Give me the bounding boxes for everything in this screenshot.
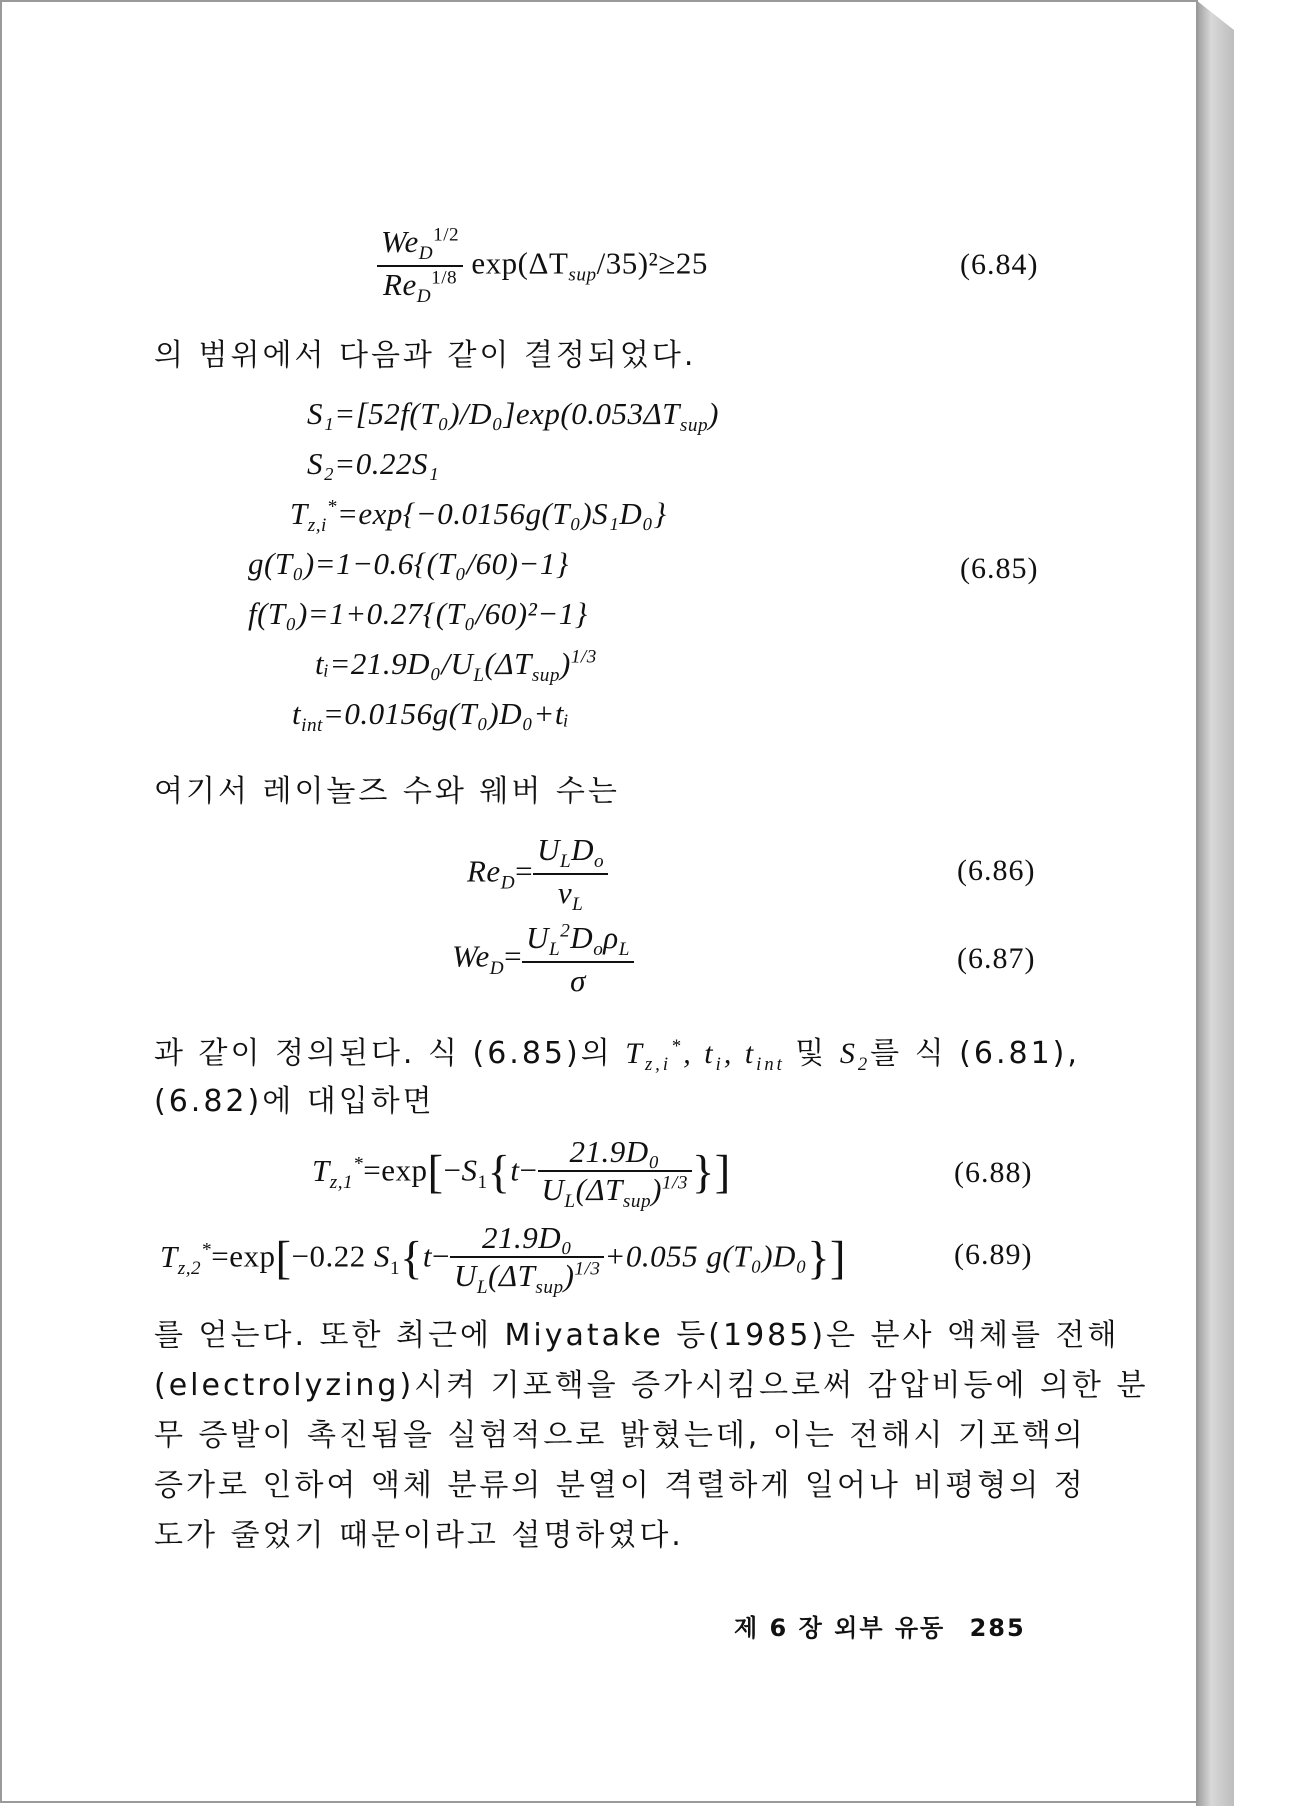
equation-6-86: $Re_D=$ $\frac{U_LD_o}{\nu_L}$ [467, 832, 608, 916]
equation-f: f(T₀)=1+0.27{(T₀/60)²−1} [248, 596, 588, 631]
chapter-title: 제 6 장 외부 유동 [734, 1614, 946, 1642]
equation-tint: $t_{int}=0.0156g(T_0)D_0+tᵢ$ [292, 696, 570, 737]
paragraph-2: 여기서 레이놀즈 수와 웨버 수는 [154, 774, 620, 809]
paragraph-1: 의 범위에서 다음과 같이 결정되었다. [154, 338, 697, 373]
equation-ti: $tᵢ=21.9D_0/U_L(\Delta T_{sup})^{1/3}$ [315, 646, 597, 687]
paragraph-4-line-1: 를 얻는다. 또한 최근에 Miyatake 등(1985)은 분사 액체를 전해 [154, 1318, 1120, 1353]
paragraph-3-line-2: (6.82)에 대입하면 [154, 1084, 435, 1119]
equation-g: g(T₀)=1−0.6{(T₀/60)−1} [248, 546, 569, 581]
paragraph-4-line-5: 도가 줄었기 때문이라고 설명하였다. [154, 1518, 684, 1553]
equation-number-6-88: (6.88) [954, 1156, 1033, 1189]
paragraph-4-line-3: 무 증발이 촉진됨을 실험적으로 밝혔는데, 이는 전해시 기포핵의 [154, 1418, 1086, 1453]
paragraph-4-line-4: 증가로 인하여 액체 분류의 분열이 격렬하게 일어나 비평형의 정 [154, 1468, 1086, 1503]
equation-s2: S₂=0.22S₁ [307, 446, 440, 481]
paragraph-4-line-2: (electrolyzing)시켜 기포핵을 증가시킴으로써 감압비등에 의한 분 [154, 1368, 1149, 1403]
equation-6-89: $T_{z,2}^*=\exp[-0.22$ $S_1\{t-$ $\frac{\text{21.9D₀}}{U_L(\Delta T_{sup})^{1/3}}$ +0.055 g(T₀)D₀}] [160, 1220, 846, 1299]
page-footer [734, 1608, 1026, 1643]
equation-number-6-84: (6.84) [960, 248, 1039, 281]
equation-number-6-86: (6.86) [957, 854, 1036, 887]
equation-number-6-87: (6.87) [957, 942, 1036, 975]
equation-6-88: $T_{z,1}^*=\exp[-S_1\{t-$ $\frac{\text{21.9D₀}}{U_L(\Delta T_{sup})^{1/3}}$ }] [312, 1134, 731, 1213]
equation-6-87: $We_D=$ $\frac{U_L^2D_o\rho_L}{\sigma}$ [452, 920, 634, 999]
equation-6-84: $\frac{We_D^{1/2}}{Re_D^{1/8}}$ $\exp(\Delta T_{sup}/35)^2\ge 25$ [377, 224, 708, 308]
equation-number-6-85: (6.85) [960, 552, 1039, 585]
equation-s1: $S_1=[52f(T_0)/D_0]\exp(0.053\Delta T_{sup})$ [307, 396, 719, 437]
paragraph-3-line-1: 과 같이 정의된다. 식 (6.85)의 $T_{z,i}^*$, $t_i$, $t_{int}$ 및 $S_2$를 식 (6.81), [154, 1036, 1080, 1075]
page-edge-shadow [1196, 0, 1234, 1806]
equation-number-6-89: (6.89) [954, 1238, 1033, 1271]
equation-tzi: $T_{z,i}^*=\exp\{-0.0156g(T_0)S_1D_0\}$ [290, 496, 667, 537]
page-number: 285 [969, 1614, 1026, 1642]
